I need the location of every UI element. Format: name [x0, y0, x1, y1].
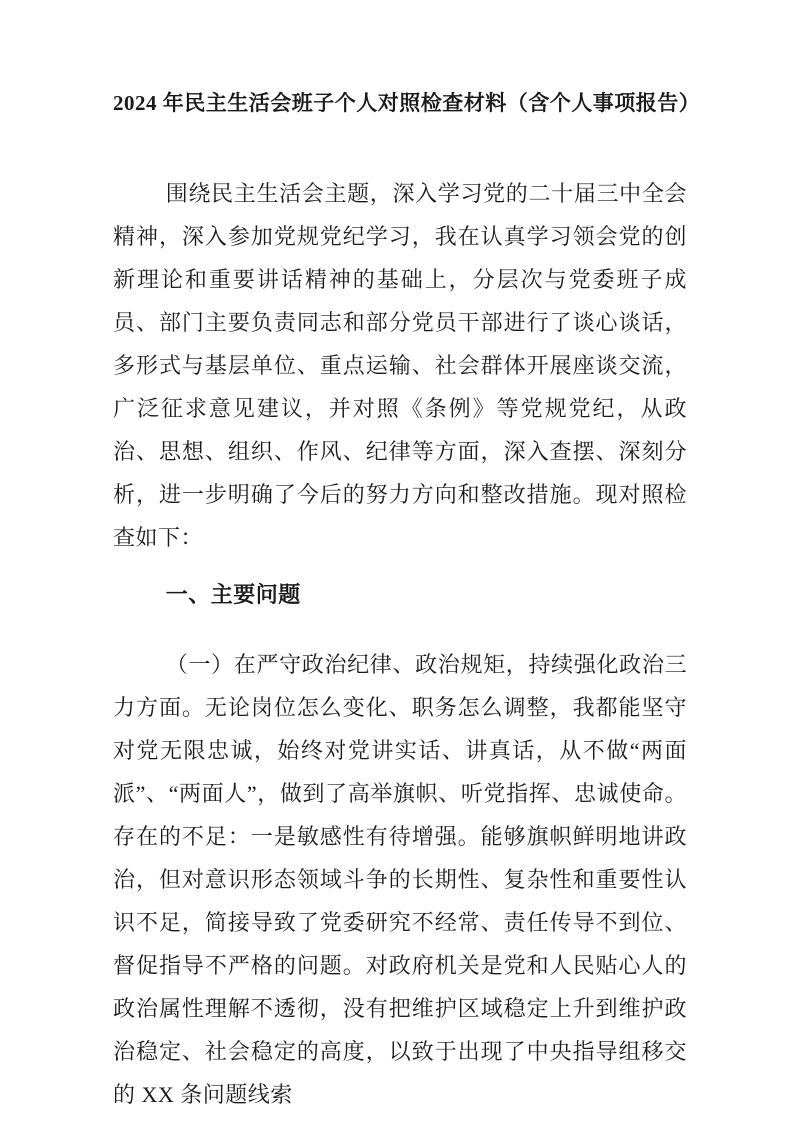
section-heading-main-problems: 一、主要问题: [165, 582, 301, 607]
section-paragraph-political-discipline: （一）在严守政治纪律、政治规矩，持续强化政治三力方面。无论岗位怎么变化、职务怎么调整，我都能坚守对党无限忠诚，始终对党讲实话、讲真话，从不做“两面派”、“两面人”，做到了高举旗帜、听党指挥、忠诚使命。存在的不足：一是敏感性有待增强。能够旗帜鲜明地讲政治，但对意识形态领域斗争的长期性、复杂性和重要性认识不足，简接导致了党委研究不经常、责任传导不到位、督促指导不严格的问题。对政府机关是党和人民贴心人的政治属性理解不透彻，没有把维护区域稳定上升到维护政治稳定、社会稳定的高度，以致于出现了中央指导组移交的 XX 条问题线索: [113, 652, 687, 1107]
document-title: 2024 年民主生活会班子个人对照检查材料（含个人事项报告）: [113, 91, 701, 115]
intro-paragraph: 围绕民主生活会主题，深入学习党的二十届三中全会精神，深入参加党规党纪学习，我在认真学习领会党的创新理论和重要讲话精神的基础上，分层次与党委班子成员、部门主要负责同志和部分党员干部进行了谈心谈话，多形式与基层单位、重点运输、社会群体开展座谈交流，广泛征求意见建议，并对照《条例》等党规党纪，从政治、思想、组织、作风、纪律等方面，深入查摆、深刻分析，进一步明确了今后的努力方向和整改措施。现对照检查如下：: [113, 181, 687, 550]
